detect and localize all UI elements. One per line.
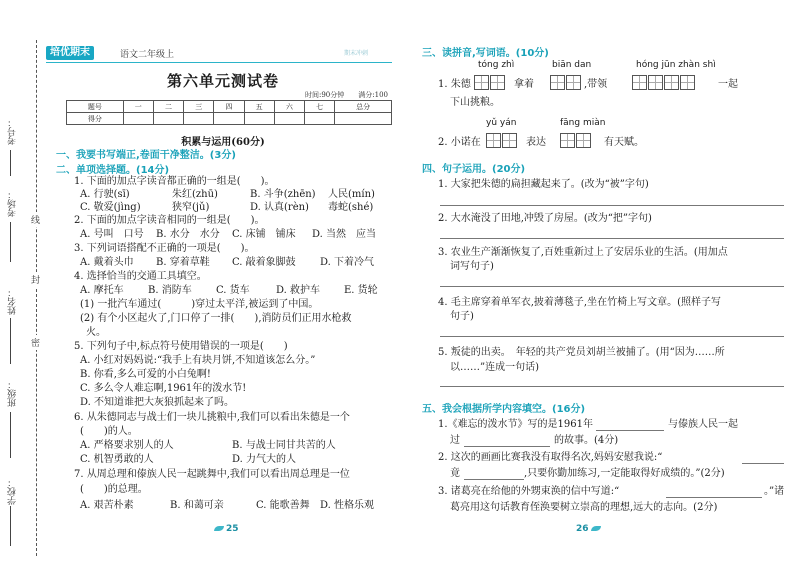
exam-title: 第六单元测试卷 xyxy=(166,72,279,90)
fill-blank[interactable] xyxy=(464,446,550,447)
writing-box[interactable] xyxy=(576,133,591,148)
q7-option-b: B. 和蔼可亲 xyxy=(170,500,224,511)
cut-mark-line: 线 xyxy=(31,212,40,227)
question-7: 7. 从周总理和傣族人民一起跳舞中,我们可以看出周总理是一位 xyxy=(74,469,350,480)
q5-option-a: A. 小红对妈妈说:“我手上有块月饼,不知道该怎么分。” xyxy=(80,355,316,366)
fill-2b: 竟 xyxy=(450,468,460,479)
question-3: 3. 下列词语搭配不正确的一项是( )。 xyxy=(74,243,255,254)
pinyin-biandan: biān dan xyxy=(552,60,592,70)
answer-line[interactable] xyxy=(440,386,784,387)
score-blank[interactable] xyxy=(184,113,214,125)
page-number-left xyxy=(212,524,239,534)
score-cell: 七 xyxy=(304,101,334,113)
q5-option-d: D. 不知道谁把大灰狼抓起来了吗。 xyxy=(80,397,235,408)
score-blank[interactable] xyxy=(304,113,334,125)
q2-option-d: D. 当然 应当 xyxy=(312,229,377,240)
header-band xyxy=(46,40,392,63)
q7-option-a: A. 艰苦朴素 xyxy=(80,500,134,511)
score-cell: 二 xyxy=(153,101,183,113)
writing-box[interactable] xyxy=(550,75,565,90)
class-blank[interactable] xyxy=(10,412,11,458)
writing-box[interactable] xyxy=(560,133,575,148)
sentence-task-3: 3. 农业生产渐渐恢复了,百姓重新过上了安居乐业的生活。(用加点 xyxy=(438,247,728,258)
writing-box[interactable] xyxy=(664,75,679,90)
q4-sentence-2: (2) 有个小区起火了,门口停了一排( ),消防员们正用水枪救 xyxy=(80,313,352,324)
exam-room-blank[interactable] xyxy=(10,222,11,262)
binding-margin xyxy=(0,0,48,576)
fill-1: 1.《难忘的泼水节》写的是1961年 xyxy=(438,419,593,430)
section-1-heading: 一、我要书写端正,卷面干净整洁。(3分) xyxy=(56,150,236,161)
q2-option-c: C. 床铺 铺床 xyxy=(232,229,296,240)
question-6-cont: ( )的人。 xyxy=(80,426,138,437)
answer-line[interactable] xyxy=(440,205,784,206)
pinyin-tongzhi: tóng zhì xyxy=(478,60,515,70)
r1-text-2: 拿着 xyxy=(514,79,534,90)
q4-option-a: A. 摩托车 xyxy=(80,285,124,296)
sentence-task-4-cont: 句子) xyxy=(450,311,474,322)
q5-option-b: B. 你看,多么可爱的小白兔啊! xyxy=(80,369,211,380)
score-table-header-row xyxy=(67,101,392,113)
score-cell: 题号 xyxy=(67,101,124,113)
q1-option-c2: 狭窄(jǔ) xyxy=(172,202,210,213)
score-cell: 一 xyxy=(123,101,153,113)
r2-text-3: 有天赋。 xyxy=(604,137,644,148)
q6-option-c: C. 机智勇敢的人 xyxy=(80,454,154,465)
score-blank[interactable] xyxy=(274,113,304,125)
writing-box[interactable] xyxy=(502,133,517,148)
q4-option-d: D. 救护车 xyxy=(276,285,321,296)
grade-label: 语文二年级上 xyxy=(120,50,175,60)
fill-1c: 过 xyxy=(450,435,460,446)
fill-blank[interactable] xyxy=(596,430,664,431)
sentence-task-3-cont: 词写句子) xyxy=(450,261,494,272)
answer-line[interactable] xyxy=(440,336,784,337)
pinyin-fangmian: fāng miàn xyxy=(560,118,606,128)
q6-option-a: A. 严格要求别人的人 xyxy=(80,440,174,451)
score-table-score-row xyxy=(67,113,392,125)
cut-mark-seal: 封 xyxy=(31,272,40,287)
exam-room-label: 考场： xyxy=(8,190,18,217)
q1-option-a2: 朱红(zhū) xyxy=(172,189,218,200)
q2-option-b: B. 水分 水分 xyxy=(156,229,220,240)
question-2: 2. 下面的加点字读音相同的一组是( )。 xyxy=(74,215,265,226)
q3-option-d: D. 下着冷气 xyxy=(320,257,375,268)
fill-1d: 的故事。(4分) xyxy=(554,435,619,446)
q3-option-a: A. 戴着头巾 xyxy=(80,257,134,268)
score-blank[interactable] xyxy=(244,113,274,125)
r1-text-4: 一起 xyxy=(718,79,738,90)
writing-box[interactable] xyxy=(680,75,695,90)
page-number-left-text: 25 xyxy=(226,524,239,534)
score-cell: 总分 xyxy=(335,101,392,113)
q3-option-b: B. 穿着草鞋 xyxy=(156,257,210,268)
q4-option-b: B. 消防车 xyxy=(148,285,192,296)
r2-text-1: 2. 小诺在 xyxy=(438,137,481,148)
q4-option-c: C. 货车 xyxy=(216,285,250,296)
q1-option-a: A. 行驶(sī) xyxy=(80,189,130,200)
section-4-heading: 四、句子运用。(20分) xyxy=(422,164,526,175)
part-heading: 积累与运用(60分) xyxy=(181,137,265,148)
question-5: 5. 下列句子中,标点符号使用错误的一项是( ) xyxy=(74,341,288,352)
question-1: 1. 下面的加点字读音都正确的一组是( )。 xyxy=(74,176,275,187)
q1-option-c: C. 敬爱(jìng) xyxy=(80,202,141,213)
fill-2c: ,只要你勤加练习,一定能取得好成绩的。”(2分) xyxy=(524,468,725,479)
sentence-task-5: 5. 叛徒的出卖。 年轻的共产党员刘胡兰被捕了。(用“因为……所 xyxy=(438,347,725,358)
leaf-icon xyxy=(214,526,224,531)
r1-text-5: 下山挑粮。 xyxy=(450,97,500,108)
pinyin-yuyan: yǔ yán xyxy=(486,118,517,128)
writing-box[interactable] xyxy=(490,75,505,90)
cut-mark-secret: 密 xyxy=(31,335,40,350)
answer-line[interactable] xyxy=(440,238,784,239)
q5-option-c: C. 多么令人难忘啊,1961年的泼水节! xyxy=(80,383,247,394)
answer-line[interactable] xyxy=(440,286,784,287)
class-label: 班级： xyxy=(8,380,18,407)
q6-option-d: D. 力气大的人 xyxy=(232,454,297,465)
score-blank[interactable] xyxy=(214,113,244,125)
exam-number-blank[interactable] xyxy=(10,150,11,176)
sentence-task-4: 4. 毛主席穿着单军衣,披着薄毯子,坐在竹椅上写文章。(照样子写 xyxy=(438,297,721,308)
r2-text-2: 表达 xyxy=(526,137,546,148)
score-table xyxy=(66,100,392,125)
writing-box[interactable] xyxy=(632,75,647,90)
q1-option-d2: 毒蛇(shé) xyxy=(328,202,374,213)
q1-option-d: D. 认真(rèn) xyxy=(250,202,309,213)
binding-dashed-line xyxy=(36,40,37,556)
fill-2: 2. 这次的画画比赛我没有取得名次,妈妈安慰我说:“ xyxy=(438,452,663,463)
score-blank[interactable] xyxy=(123,113,153,125)
q2-option-a: A. 号叫 口号 xyxy=(80,229,144,240)
score-cell: 六 xyxy=(274,101,304,113)
exam-number-label: 考号： xyxy=(8,118,18,145)
q1-option-b: B. 斗争(zhēn) xyxy=(250,189,316,200)
question-6: 6. 从朱德同志与战士们一块儿挑粮中,我们可以看出朱德是一个 xyxy=(74,412,350,423)
page-number-right-text: 26 xyxy=(576,524,589,534)
section-5-heading: 五、我会根据所学内容填空。(16分) xyxy=(422,404,586,415)
fill-blank[interactable] xyxy=(464,479,524,480)
writing-box[interactable] xyxy=(648,75,663,90)
score-row-label: 得分 xyxy=(67,113,124,125)
q4-option-e: E. 货轮 xyxy=(344,285,378,296)
sentence-task-5-cont: 以……”连成一句话) xyxy=(450,362,540,373)
q4-sentence-2-cont: 火。 xyxy=(86,327,106,338)
sentence-task-2: 2. 大水淹没了田地,冲毁了房屋。(改为“把”字句) xyxy=(438,213,652,224)
q6-option-b: B. 与战士同甘共苦的人 xyxy=(232,440,336,451)
leaf-icon xyxy=(591,526,601,531)
q3-option-c: C. 敲着象脚鼓 xyxy=(232,257,296,268)
school-label: 学校： xyxy=(8,478,18,505)
writing-box[interactable] xyxy=(486,133,501,148)
r1-text-3: ,带领 xyxy=(584,79,608,90)
q1-option-b2: 人民(mín) xyxy=(328,189,375,200)
sentence-task-1: 1. 大家把朱德的扁担藏起来了。(改为“被”字句) xyxy=(438,179,649,190)
q4-sentence-1: (1) 一批汽车通过( )穿过太平洋,被运到了中国。 xyxy=(80,299,319,310)
fill-blank[interactable] xyxy=(742,463,784,464)
right-page xyxy=(400,0,800,576)
score-blank[interactable] xyxy=(335,113,392,125)
fill-3c: 葛亮用这句话教育侄涣要树立崇高的理想,远大的志向。(2分) xyxy=(450,502,718,513)
score-cell: 三 xyxy=(184,101,214,113)
section-2-heading: 二、单项选择题。(14分) xyxy=(56,165,170,176)
score-cell: 五 xyxy=(244,101,274,113)
page-number-right xyxy=(576,524,603,534)
name-label: 姓名： xyxy=(8,288,18,315)
score-blank[interactable] xyxy=(153,113,183,125)
score-cell: 四 xyxy=(214,101,244,113)
pinyin-hongjunzhanshi: hóng jūn zhàn shì xyxy=(636,60,716,70)
fill-blank[interactable] xyxy=(666,497,762,498)
fill-3b: 。”诸 xyxy=(764,486,785,497)
writing-box[interactable] xyxy=(474,75,489,90)
r1-text-1: 1. 朱德 xyxy=(438,79,471,90)
q7-option-d: D. 性格乐观 xyxy=(320,500,375,511)
fill-1b: 与傣族人民一起 xyxy=(668,419,738,430)
name-blank[interactable] xyxy=(10,318,11,364)
exam-meta: 时间:90分钟 满分:100 xyxy=(305,91,388,99)
series-logo: 培优期末 xyxy=(46,46,94,60)
question-7-cont: ( )的总理。 xyxy=(80,484,148,495)
school-blank[interactable] xyxy=(10,506,11,546)
fill-3: 3. 诸葛亮在给他的外甥束涣的信中写道:“ xyxy=(438,486,620,497)
header-tag: 期末冲刺 xyxy=(343,50,368,57)
section-3-heading: 三、读拼音,写词语。(10分) xyxy=(422,48,549,59)
writing-box[interactable] xyxy=(566,75,581,90)
q7-option-c: C. 能歌善舞 xyxy=(256,500,310,511)
question-4: 4. 选择恰当的交通工具填空。 xyxy=(74,271,207,282)
